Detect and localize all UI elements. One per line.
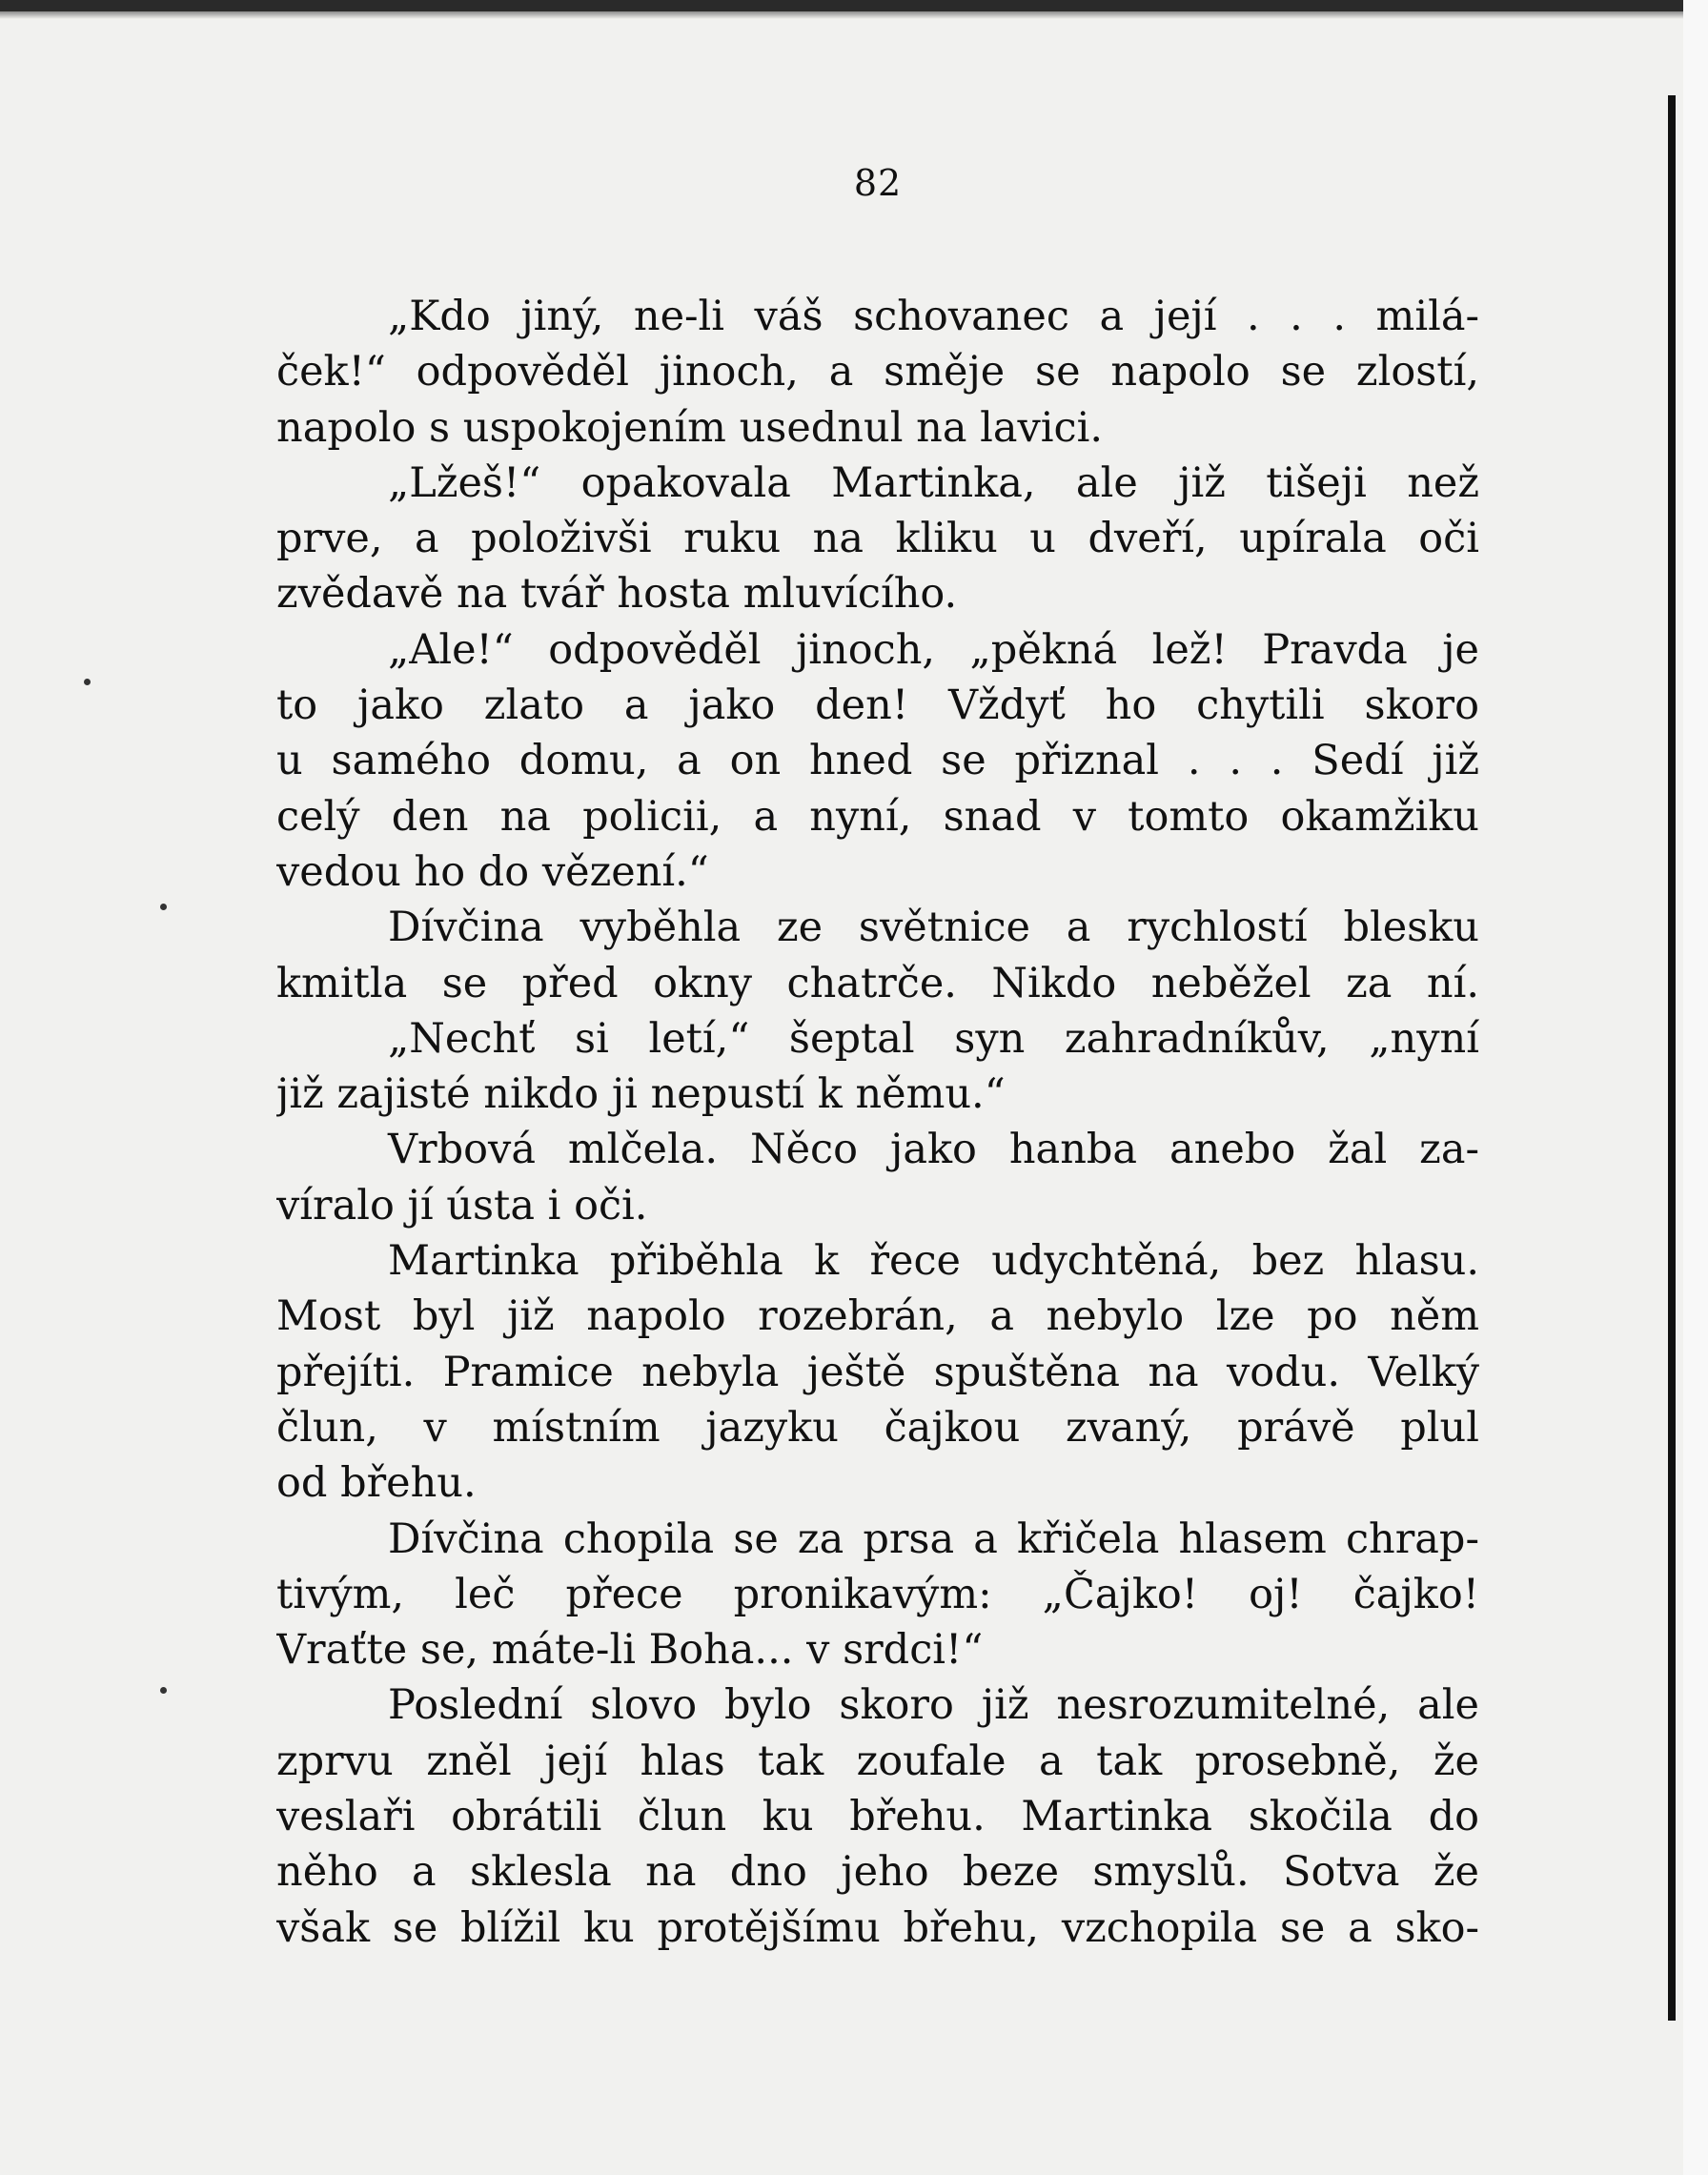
text-line: vedou ho do vězení.“ <box>276 847 709 896</box>
text-line: víralo jí ústa i oči. <box>276 1181 648 1230</box>
text-line: „Nechť si letí,“ šeptal syn zahradníkův, „nyní <box>388 1014 1479 1063</box>
text-line: Vraťte se, máte-li Boha... v srdci!“ <box>276 1626 984 1675</box>
text-line: tivým, leč přece pronikavým: „Čajko! oj! čajko! <box>276 1570 1479 1618</box>
page-top-shadow <box>0 11 1708 19</box>
text-line: Dívčina vyběhla ze světnice a rychlostí blesku <box>388 904 1479 952</box>
text-line: Dívčina chopila se za prsa a křičela hlasem chrap- <box>388 1514 1479 1563</box>
text-line: veslaři obrátili člun ku břehu. Martinka skočila do <box>276 1793 1479 1841</box>
text-line: zprvu zněl její hlas tak zoufale a tak prosebně, že <box>276 1737 1479 1785</box>
text-line: kmitla se před okny chatrče. Nikdo neběžel za ní. <box>276 959 1479 1007</box>
page-binding-edge <box>1668 95 1676 2021</box>
text-line: člun, v místním jazyku čajkou zvaný, právě plul <box>276 1403 1479 1452</box>
text-line: Vrbová mlčela. Něco jako hanba anebo žal za- <box>388 1126 1479 1174</box>
page-top-edge <box>0 0 1708 11</box>
text-line: u samého domu, a on hned se přiznal . . . Sedí již <box>276 737 1479 785</box>
paper-speck <box>84 679 91 685</box>
paper-speck <box>160 904 167 910</box>
text-line: celý den na policii, a nyní, snad v tomto okamžiku <box>276 792 1479 841</box>
text-line: to jako zlato a jako den! Vždyť ho chytili skoro <box>276 681 1479 730</box>
text-line: něho a sklesla na dno jeho beze smyslů. Sotva že <box>276 1848 1479 1897</box>
page-right-margin <box>1683 0 1708 2175</box>
text-line: ček!“ odpověděl jinoch, a směje se napolo se zlostí, <box>276 348 1479 396</box>
text-line: „Kdo jiný, ne-li váš schovanec a její . . . milá- <box>388 293 1479 340</box>
text-line: „Lžeš!“ opakovala Martinka, ale již tišeji než <box>388 458 1479 507</box>
text-line: „Ale!“ odpověděl jinoch, „pěkná lež! Pravda je <box>388 625 1479 674</box>
page-number: 82 <box>853 162 903 204</box>
text-line: Martinka přiběhla k řece udychtěná, bez hlasu. <box>388 1237 1479 1286</box>
text-line: však se blížil ku protějšímu břehu, vzchopila se a sko- <box>276 1903 1479 1952</box>
text-line: zvědavě na tvář hosta mluvícího. <box>276 570 958 619</box>
body-text <box>276 289 1479 1956</box>
text-line: napolo s uspokojením usednul na lavici. <box>276 403 1104 452</box>
text-line: prve, a položivši ruku na kliku u dveří, upírala oči <box>276 515 1479 563</box>
text-line: již zajisté nikdo ji nepustí k němu.“ <box>276 1070 1006 1119</box>
text-line: přejíti. Pramice nebyla ještě spuštěna na vodu. Velký <box>276 1348 1479 1396</box>
text-line: od břehu. <box>276 1459 477 1508</box>
text-line: Most byl již napolo rozebrán, a nebylo lze po něm <box>276 1292 1479 1341</box>
text-line: Poslední slovo bylo skoro již nesrozumitelné, ale <box>388 1681 1479 1730</box>
paper-speck <box>160 1687 167 1694</box>
